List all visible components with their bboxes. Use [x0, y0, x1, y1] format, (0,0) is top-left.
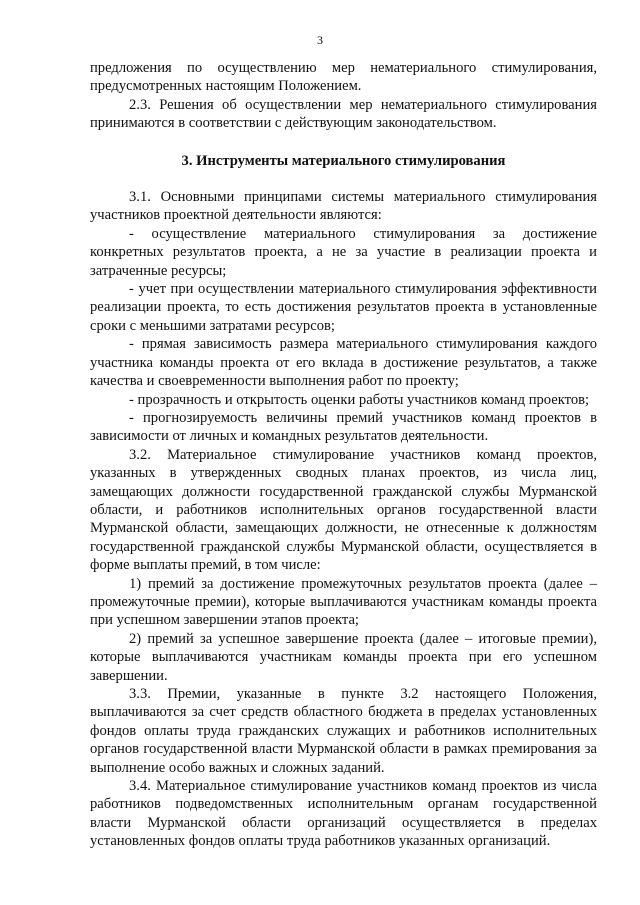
paragraph-3-3: 3.3. Премии, указанные в пункте 3.2 настоящего Положения, выплачиваются за счет средств областного бюджета в пределах установленных фондов оплаты труда гражданских служащих и работников исполнительных органов государственной власти Мурманской области в рамках премирования за выполнение особо важных и сложных заданий. — [90, 686, 597, 776]
paragraph-2-3: 2.3. Решения об осуществлении мер нематериального стимулирования принимаются в соответствии с действующим законодательством. — [90, 96, 597, 132]
section-heading: 3. Инструменты материального стимулирования — [181, 152, 506, 169]
principle-item: - прозрачность и открытость оценки работы участников команд проектов; — [129, 391, 590, 408]
paragraph-3-2: 3.2. Материальное стимулирование участников команд проектов, указанных в утвержденных сводных планах проектов, из числа лиц, замещающих должности государственной гражданской службы Мурманской области, и работников исполнительных органов государственной власти Мурманской области, замещающих должности, не отнесенные к должностям государственной гражданской службы Мурманской области, осуществляется в форме выплаты премий, в том числе: — [90, 446, 597, 574]
premium-item: 2) премий за успешное завершение проекта (далее – итоговые премии), которые выплачиваются участникам команды проекта при его успешном завершении. — [90, 630, 597, 684]
premium-item: 1) премий за достижение промежуточных результатов проекта (далее – промежуточные премии), которые выплачиваются участникам команды проекта при успешном завершении этапов проекта; — [90, 575, 597, 629]
page-number: 3 — [317, 33, 323, 47]
paragraph-3-1: 3.1. Основными принципами системы материального стимулирования участников проектной деятельности являются: — [90, 189, 597, 224]
principle-item: - учет при осуществлении материального стимулирования эффективности реализации проекта, то есть достижения результатов проекта в установленные сроки с меньшими затратами ресурсов; — [90, 281, 597, 334]
principle-item: - прямая зависимость размера материального стимулирования каждого участника команды проекта от его вклада в достижение результатов, а также качества и своевременности выполнения работ по проекту; — [90, 336, 597, 390]
paragraph-continuation: предложения по осуществлению мер нематериального стимулирования, предусмотренных настоящим Положением. — [90, 60, 597, 95]
document-body — [90, 59, 597, 851]
principle-item: - осуществление материального стимулирования за достижение конкретных результатов проекта, а не за участие в реализации проекта и затраченные ресурсы; — [90, 225, 597, 279]
principle-item: - прогнозируемость величины премий участников команд проектов в зависимости от личных и командных результатов деятельности. — [90, 409, 597, 445]
paragraph-3-4: 3.4. Материальное стимулирование участников команд проектов из числа работников подведомственных исполнительным органам государственной власти Мурманской области организаций осуществляется в пределах установленных фондов оплаты труда работников указанных организаций. — [90, 778, 597, 850]
